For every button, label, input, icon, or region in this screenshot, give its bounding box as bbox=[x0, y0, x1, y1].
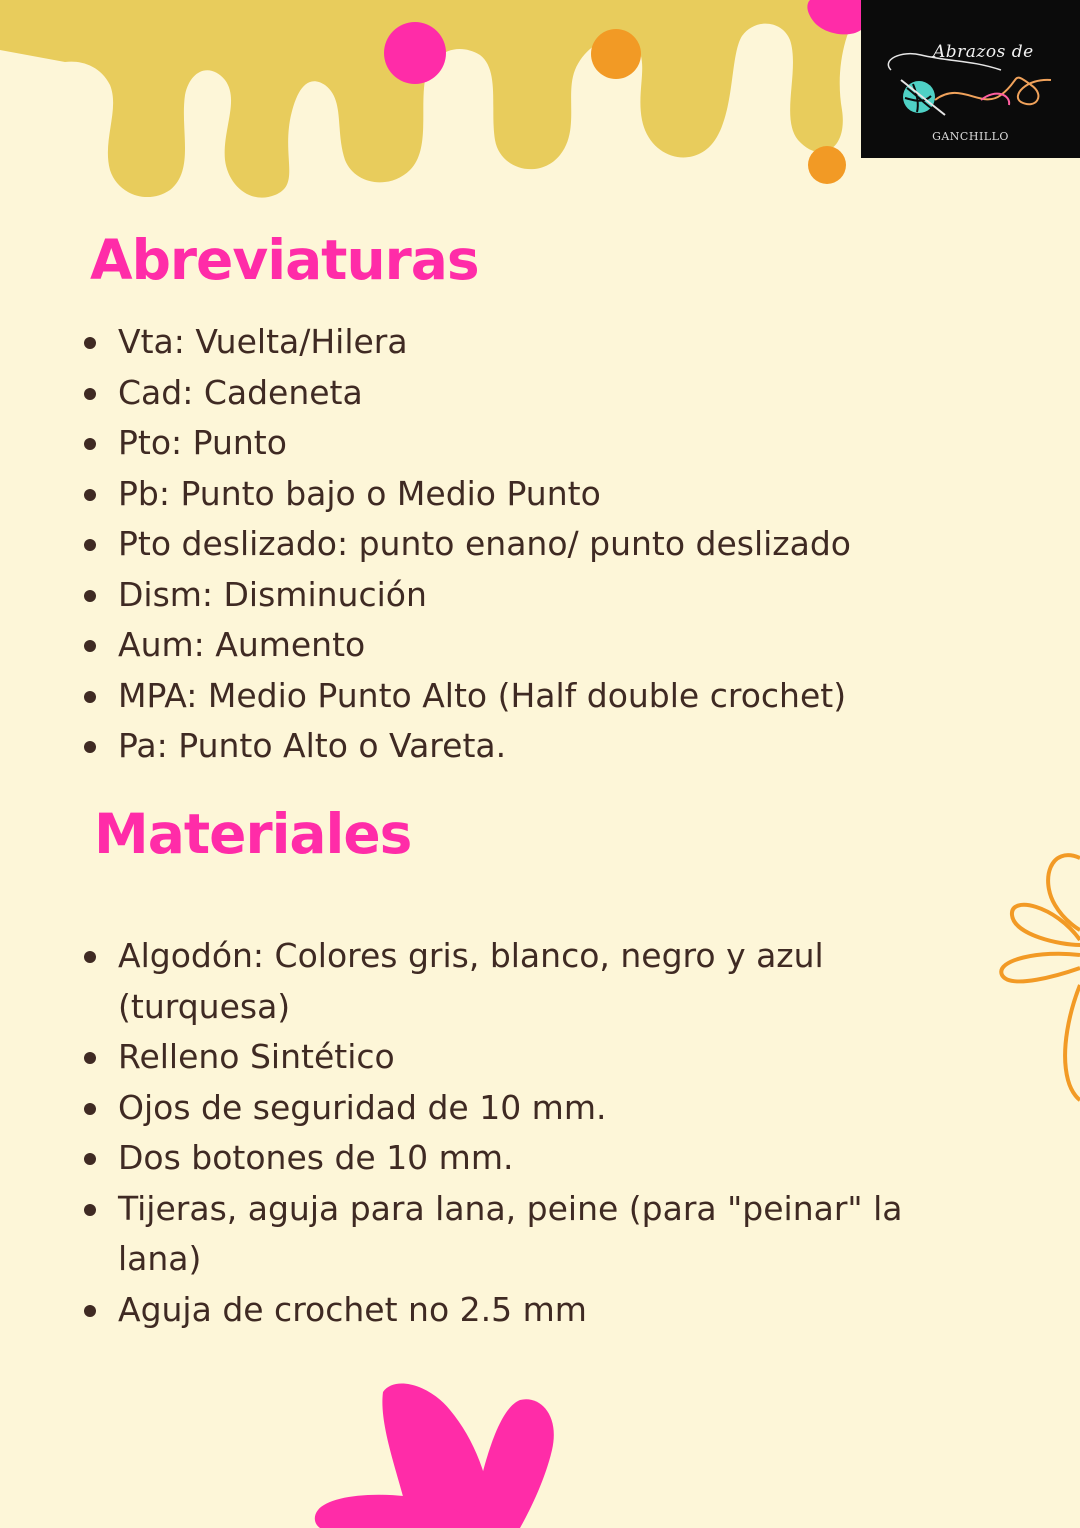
abreviaturas-list bbox=[0, 317, 1000, 772]
list-item: Pto: Punto bbox=[0, 418, 1000, 469]
orange-flower-outline bbox=[1001, 855, 1080, 1100]
logo-subtitle: GANCHILLO bbox=[932, 130, 1009, 143]
list-item: Relleno Sintético bbox=[0, 1032, 980, 1083]
list-item: Aum: Aumento bbox=[0, 620, 1000, 671]
logo-script-text: Abrazos de bbox=[933, 42, 1034, 62]
abreviaturas-title: Abreviaturas bbox=[90, 228, 479, 292]
list-item: Ojos de seguridad de 10 mm. bbox=[0, 1083, 980, 1134]
list-item: Pto deslizado: punto enano/ punto deslizado bbox=[0, 519, 1000, 570]
list-item: MPA: Medio Punto Alto (Half double crochet) bbox=[0, 671, 1000, 722]
pink-flower bbox=[315, 1384, 554, 1528]
list-item: Vta: Vuelta/Hilera bbox=[0, 317, 1000, 368]
list-item: Cad: Cadeneta bbox=[0, 368, 1000, 419]
list-item: Dism: Disminución bbox=[0, 570, 1000, 621]
pink-dot bbox=[384, 22, 446, 84]
list-item: Algodón: Colores gris, blanco, negro y azul (turquesa) bbox=[0, 931, 980, 1032]
list-item: Aguja de crochet no 2.5 mm bbox=[0, 1285, 980, 1336]
orange-dot bbox=[808, 146, 846, 184]
list-item: Pa: Punto Alto o Vareta. bbox=[0, 721, 1000, 772]
list-item: Tijeras, aguja para lana, peine (para "peinar" la lana) bbox=[0, 1184, 980, 1285]
list-item: Dos botones de 10 mm. bbox=[0, 1133, 980, 1184]
brand-logo bbox=[861, 0, 1080, 158]
orange-dot bbox=[591, 29, 641, 79]
materiales-title: Materiales bbox=[94, 802, 412, 866]
list-item: Pb: Punto bajo o Medio Punto bbox=[0, 469, 1000, 520]
materiales-list bbox=[0, 931, 980, 1335]
